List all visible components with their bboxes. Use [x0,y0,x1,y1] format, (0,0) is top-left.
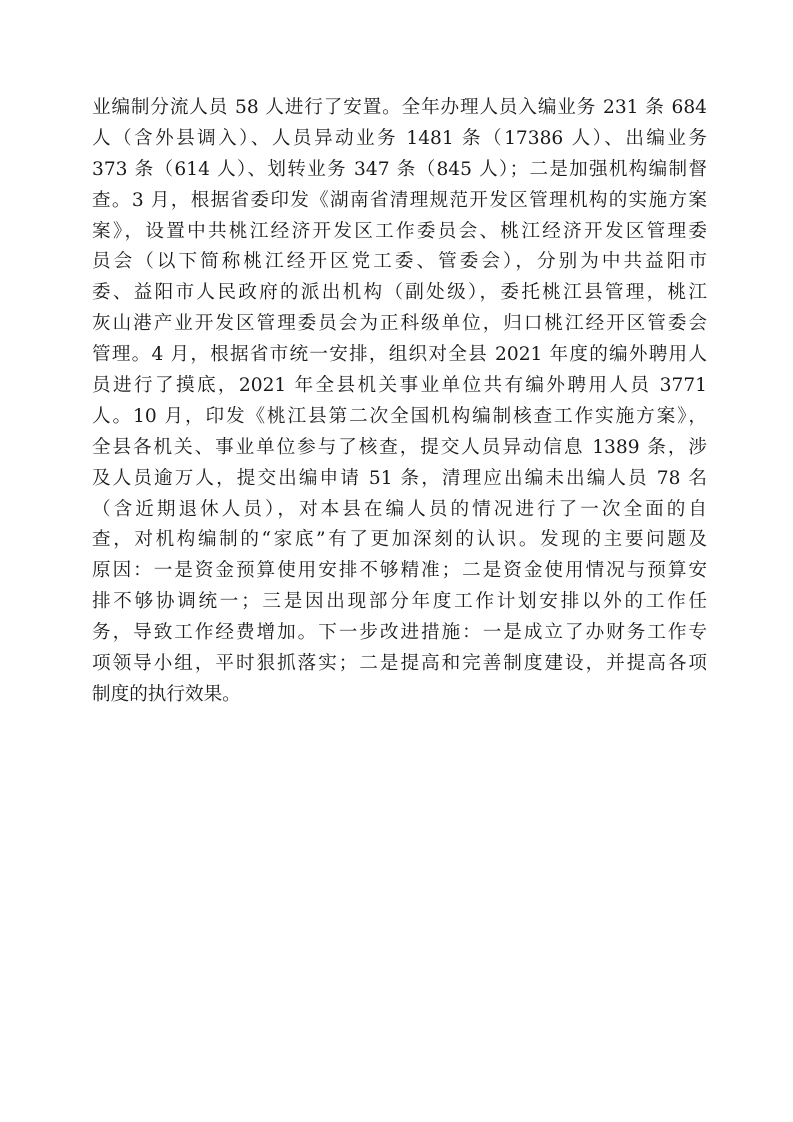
text-line: 排不够协调统一；三是因出现部分年度工作计划安排以外的工作任 [92,591,707,613]
text-line: 员会（以下简称桃江经开区党工委、管委会），分别为中共益阳市 [92,251,707,273]
text-line: 员进行了摸底，2021 年全县机关事业单位共有编外聘用人员 3771 [92,375,707,397]
text-line: 项领导小组，平时狠抓落实；二是提高和完善制度建设，并提高各项 [92,653,707,675]
text-line: 原因：一是资金预算使用安排不够精准；二是资金使用情况与预算安 [92,560,707,582]
text-line: 管理。4 月，根据省市统一安排，组织对全县 2021 年度的编外聘用人 [92,344,707,366]
text-line: 委、益阳市人民政府的派出机构（副处级），委托桃江县管理，桃江 [92,282,707,304]
text-line: 人（含外县调入）、人员异动业务 1481 条（17386 人）、出编业务 [92,127,707,149]
text-line: 人。10 月，印发《桃江县第二次全国机构编制核查工作实施方案》， [92,405,707,427]
text-line: 业编制分流人员 58 人进行了安置。全年办理人员入编业务 231 条 684 [92,97,707,118]
text-line: 灰山港产业开发区管理委员会为正科级单位，归口桃江经开区管委会 [92,313,707,335]
text-line: 案》，设置中共桃江经济开发区工作委员会、桃江经济开发区管理委 [92,220,707,242]
text-line: 及人员逾万人，提交出编申请 51 条，清理应出编未出编人员 78 名 [92,467,707,489]
text-line: 查。3 月，根据省委印发《湖南省清理规范开发区管理机构的实施方案 [92,189,707,211]
text-line: 查，对机构编制的“家底”有了更加深刻的认识。发现的主要问题及 [92,529,707,551]
text-line: 373 条（614 人）、划转业务 347 条（845 人）；二是加强机构编制督 [92,158,707,180]
text-line: （含近期退休人员），对本县在编人员的情况进行了一次全面的自 [92,498,707,520]
text-line: 制度的执行效果。 [92,683,241,705]
text-line: 全县各机关、事业单位参与了核查，提交人员异动信息 1389 条，涉 [92,436,707,458]
text-line: 务，导致工作经费增加。下一步改进措施：一是成立了办财务工作专 [92,622,707,644]
body-paragraph [92,93,707,711]
